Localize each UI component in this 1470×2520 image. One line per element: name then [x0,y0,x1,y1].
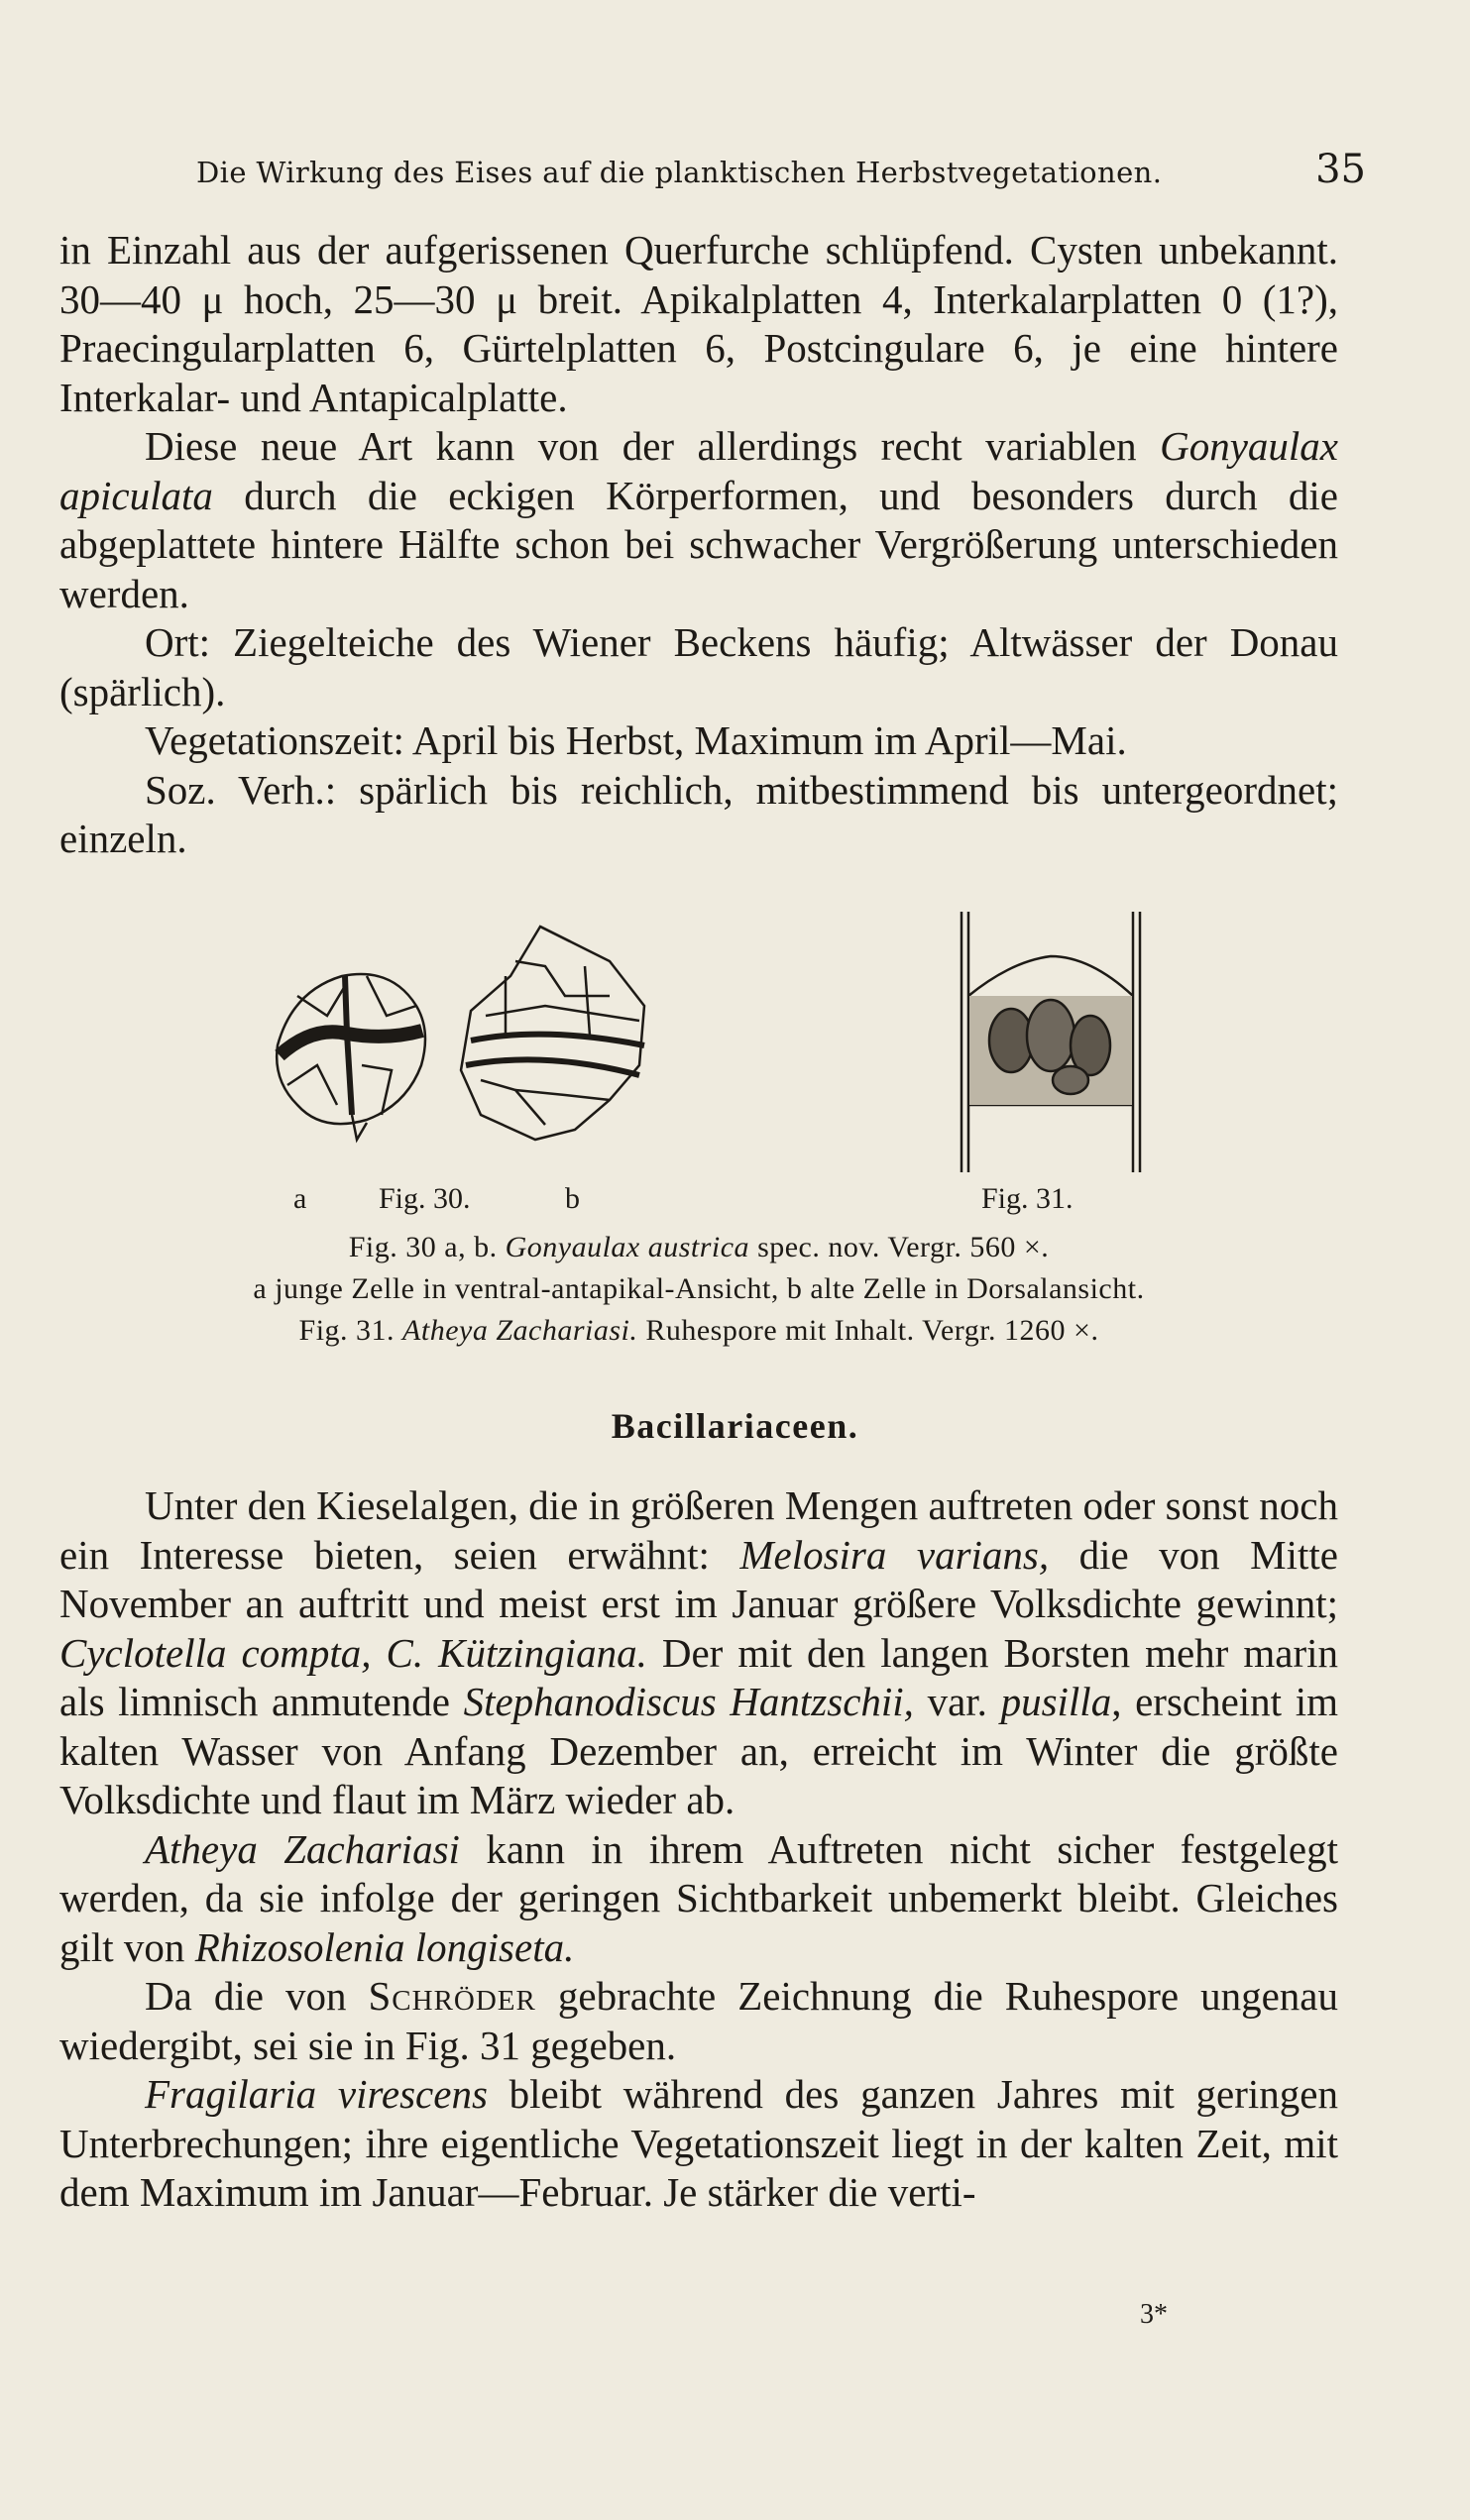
species-name: Gonyaulax apiculata [59,423,1338,518]
caption-fig30-detail: a junge Zelle in ventral-antapikal-Ansicht, b alte Zelle in Dorsalansicht. [253,1272,1145,1305]
caption-fig30: Fig. 30 a, b. Gonyaulax austrica spec. nov. Vergr. 560 ×. [348,1231,1050,1263]
label-fig30: Fig. 30. [379,1182,471,1215]
label-a: a [293,1182,307,1215]
fig30b-drawing [461,927,644,1140]
label-b: b [565,1182,580,1215]
figure-illustrations [218,907,1209,1224]
text-block-lower [59,1481,1338,2218]
fig30a-drawing [277,974,425,1140]
fig31-drawing [961,912,1140,1172]
paragraph: Unter den Kieselalgen, die in größeren Mengen auftreten oder sonst noch ein Interesse bieten, seien erwähnt: Melosira varians, die von Mitte November an auftritt und meist erst im Januar größere Volksdichte gewinnt; Cyclotella compta, C. Kützingiana. Der mit den langen Borsten mehr marin als limnisch anmutende Stephanodiscus Hantzschii, var. pusilla, erscheint im kalten Wasser von Anfang Dezember an, erreicht im Winter die größte Volksdichte und flaut im März wieder ab. [59,1482,1338,1822]
paragraph: in Einzahl aus der aufgerissenen Querfurche schlüpfend. Cysten unbekannt. 30—40 μ hoch, 25—30 μ breit. Apikalplatten 4, Interkalarplatten 0 (1?), Praecingularplatten 6, Gürtelplatten 6, Postcingulare 6, je eine hintere Interkalar- und Antapicalplatte. [59,227,1338,420]
author-name: Schröder [368,1973,536,2019]
paragraph: Ort: Ziegelteiche des Wiener Beckens häufig; Altwässer der Donau (spärlich). [59,619,1338,714]
caption-fig31: Fig. 31. Atheya Zachariasi. Ruhespore mit Inhalt. Vergr. 1260 ×. [298,1314,1099,1347]
signature-mark: 3* [1140,2299,1168,2330]
figure-captions [59,1227,1338,1352]
paragraph: Fragilaria virescens bleibt während des ganzen Jahres mit geringen Unterbrechungen; ihre eigentliche Vegetationszeit liegt in der kalten Zeit, mit dem Maximum im Januar—Februar. Je stärker die verti- [59,2071,1338,2215]
running-head-title: Die Wirkung des Eises auf die planktischen Herbstvegetationen. [196,156,1163,189]
section-heading: Bacillariaceen. [611,1406,859,1446]
running-head [196,147,1366,192]
label-fig31: Fig. 31. [981,1182,1074,1215]
paragraph: Vegetationszeit: April bis Herbst, Maximum im April—Mai. [145,717,1127,763]
text-block-upper [59,226,1338,864]
page-number: 35 [1315,147,1366,192]
paragraph: Atheya Zachariasi kann in ihrem Auftreten nicht sicher festgelegt werden, da sie infolge der geringen Sichtbarkeit unbemerkt bleibt. Gleiches gilt von Rhizosolenia longiseta. [59,1825,1338,1970]
paragraph: Diese neue Art kann von der allerdings recht variablen Gonyaulax apiculata durch die eckigen Körperformen, und besonders durch die abgeplattete hintere Hälfte schon bei schwacher Vergrößerung unterschieden werden. [59,423,1338,616]
paragraph: Da die von Schröder gebrachte Zeichnung die Ruhespore ungenau wiedergibt, sei sie in Fig. 31 gegeben. [59,1973,1338,2068]
paragraph: Soz. Verh.: spärlich bis reichlich, mitbestimmend bis untergeordnet; einzeln. [59,766,1338,861]
